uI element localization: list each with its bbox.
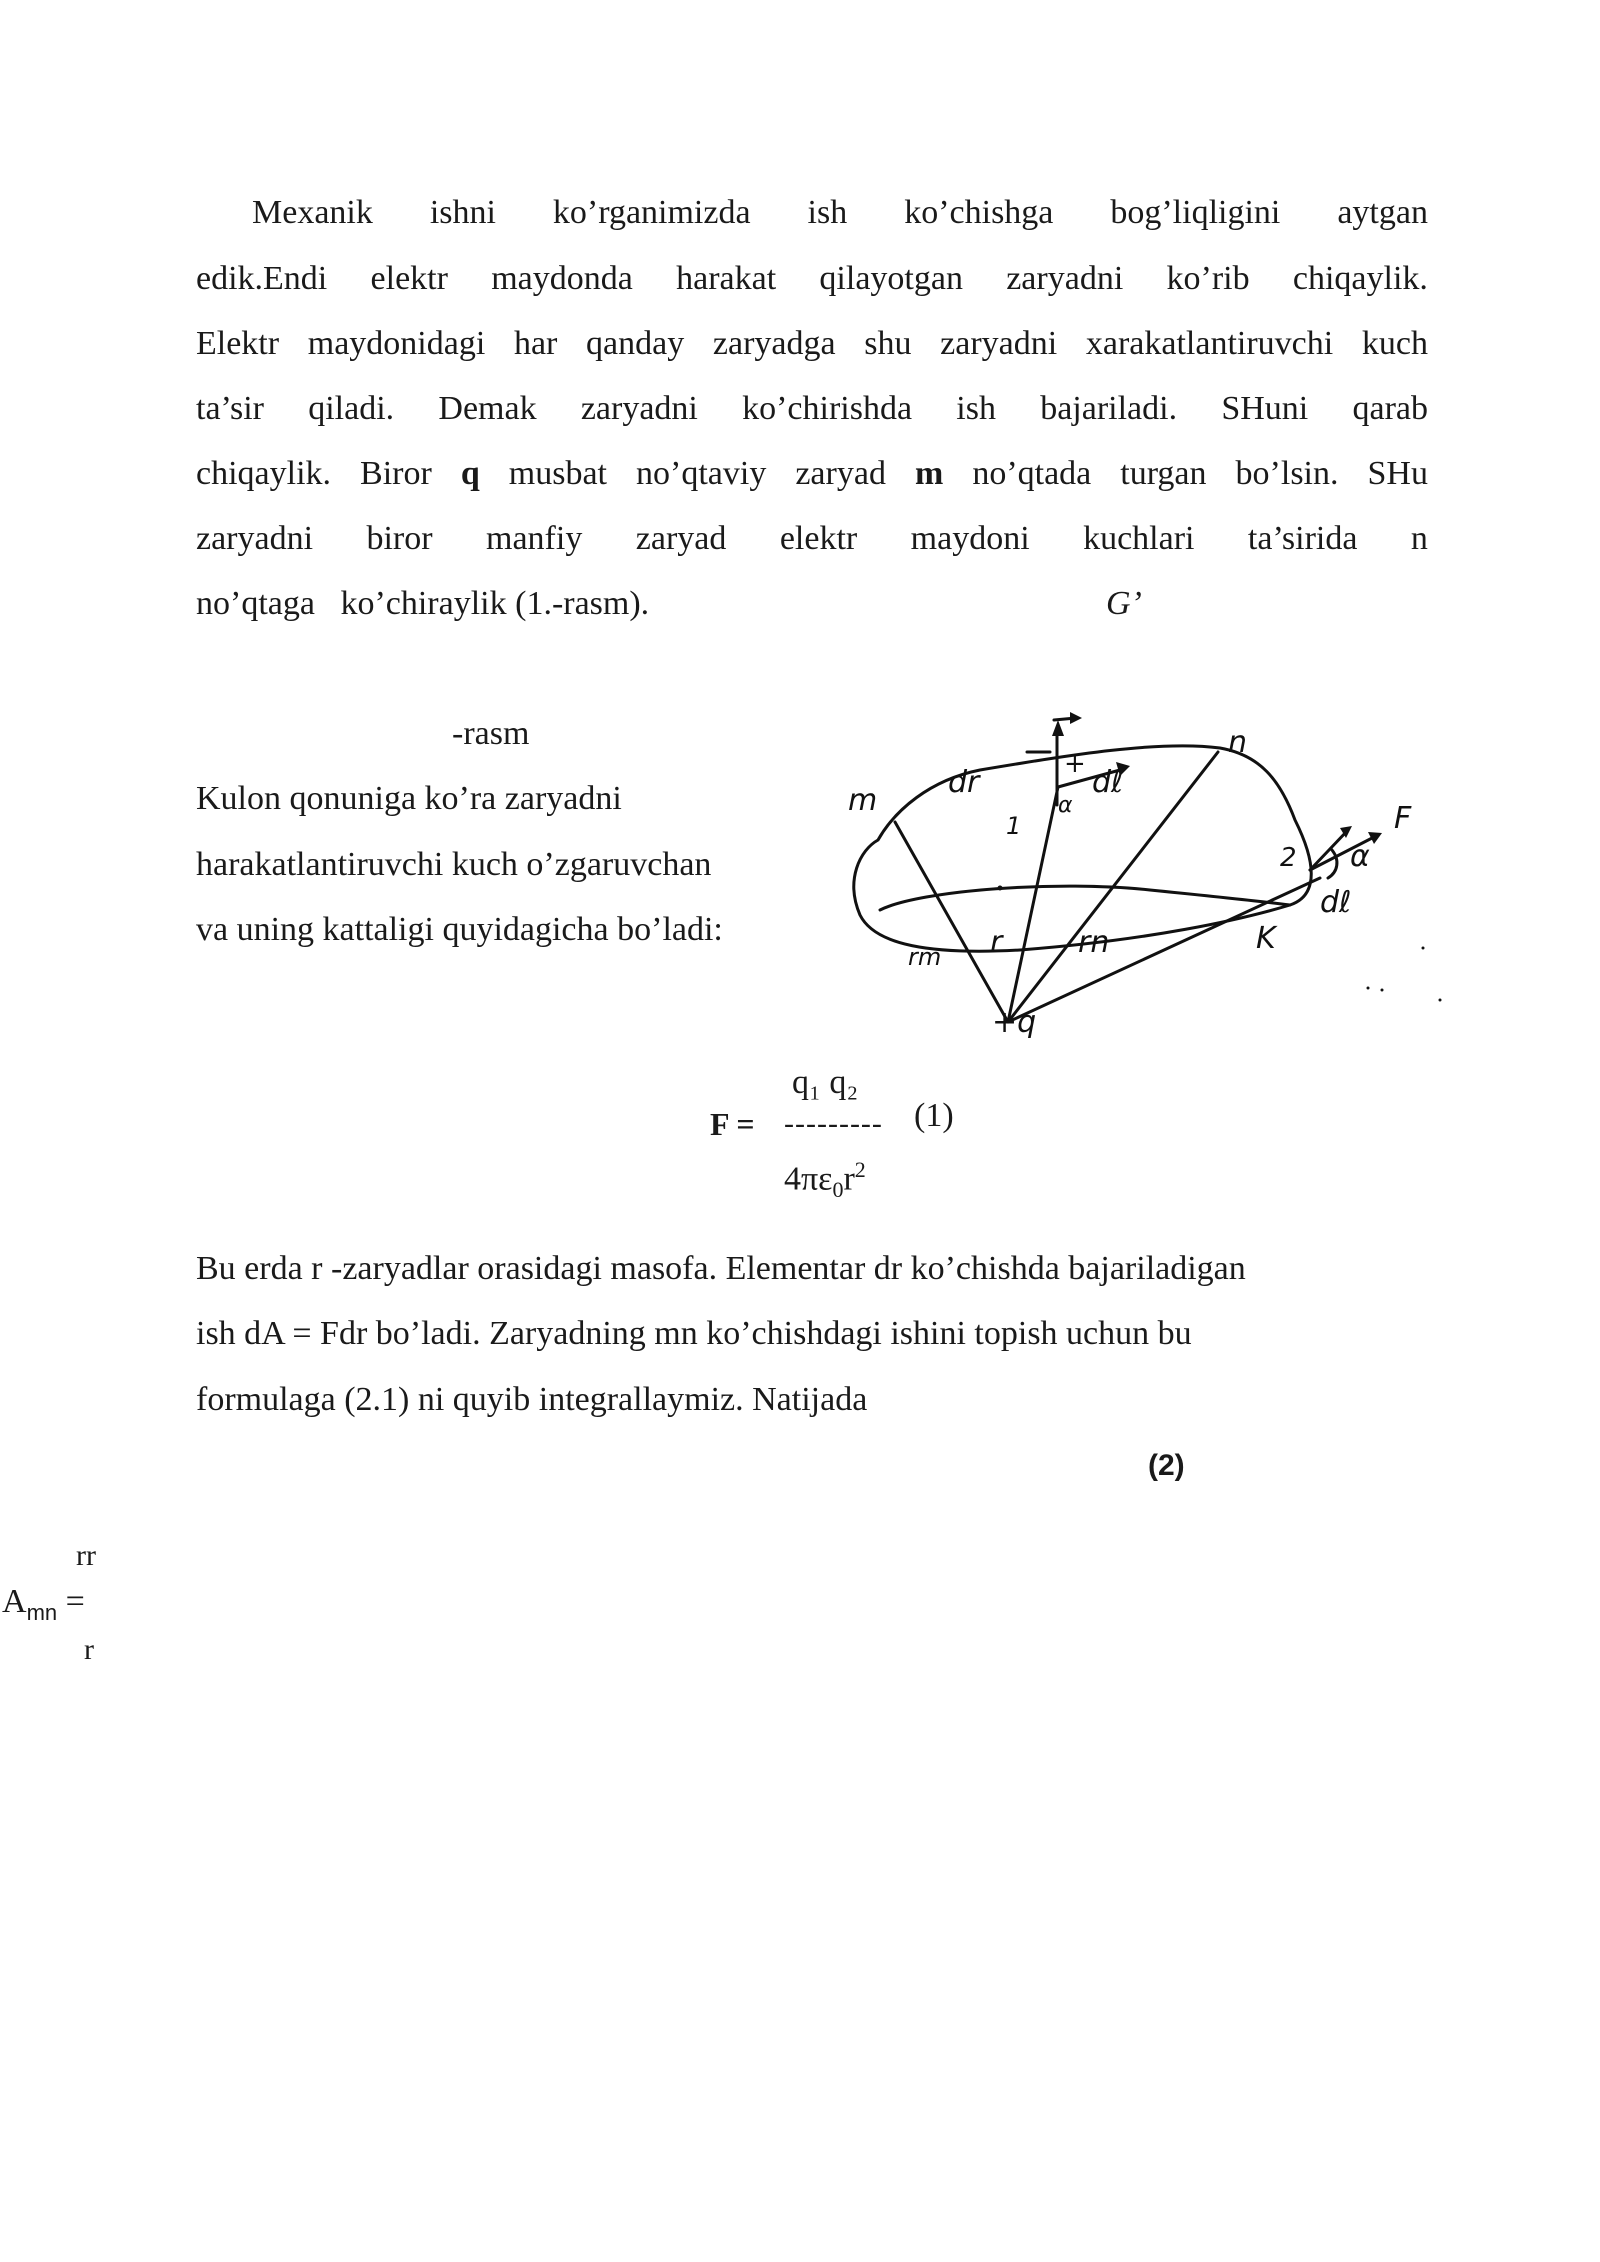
formula-1-lhs: F = <box>710 1106 755 1142</box>
word: zaryadni <box>580 390 698 427</box>
label-F: F <box>1394 801 1412 836</box>
denominator-sup: 2 <box>854 1157 866 1182</box>
word: ta’sirida <box>1247 520 1358 557</box>
word: qilayotgan <box>819 260 963 297</box>
paragraph-2-line: ish dA = Fdr bo’ladi. Zaryadning mn ko’chishdagi ishini topish uchun bu <box>196 1315 1192 1352</box>
side-text-line: va uning kattaligi quyidagicha bo’ladi: <box>196 911 723 948</box>
word: zaryad <box>795 455 886 492</box>
formula-1-numerator: q₁ q₂ <box>792 1064 859 1101</box>
word: turgan <box>1120 455 1207 492</box>
side-text-line: harakatlantiruvchi kuch o’zgaruvchan <box>196 846 712 883</box>
label-2: 2 <box>1280 843 1297 873</box>
word: maydonidagi <box>307 325 486 362</box>
word: zaryadga <box>712 325 836 362</box>
word: q <box>460 455 480 492</box>
word: musbat <box>508 455 607 492</box>
word: qarab <box>1352 390 1428 427</box>
denominator-sub: 0 <box>832 1177 844 1203</box>
word: SHu <box>1367 455 1428 492</box>
word: ko’chishga <box>904 194 1054 231</box>
word: no’qtada <box>972 455 1092 492</box>
label-k: K <box>1256 921 1276 956</box>
label-n: n <box>1228 725 1248 760</box>
word: har <box>513 325 558 362</box>
word: shu <box>864 325 912 362</box>
word: Mexanik <box>252 194 373 231</box>
dot <box>1381 989 1384 992</box>
word: harakat <box>676 260 777 297</box>
word: n <box>1410 520 1428 557</box>
side-text-line: Kulon qonuniga ko’ra zaryadni <box>196 780 622 817</box>
formula-1-number: (1) <box>914 1097 954 1134</box>
paragraph-2-line: formulaga (2.1) ni quyib integrallaymiz. Natijada <box>196 1381 868 1418</box>
figure-caption: -rasm <box>452 715 530 752</box>
word: zaryadni <box>940 325 1058 362</box>
word: ko’chirishda <box>742 390 913 427</box>
paragraph-line <box>196 454 1428 494</box>
word: xarakatlantiruvchi <box>1085 325 1334 362</box>
word: zaryad <box>635 520 727 557</box>
formula-2-lower-limit: r <box>84 1633 94 1666</box>
label-m: m <box>848 783 878 818</box>
label-1: 1 <box>1006 812 1022 840</box>
paragraph-line <box>196 389 1428 429</box>
word: bo’lsin. <box>1235 455 1339 492</box>
word: ko’rib <box>1166 260 1250 297</box>
word: Biror <box>360 455 432 492</box>
formula-2-upper-limit: rr <box>76 1539 96 1572</box>
dot <box>1422 947 1425 950</box>
word: edik.Endi <box>196 260 328 297</box>
label-r: r <box>990 925 1003 960</box>
formula-1-fraction-bar: --------- <box>784 1107 883 1140</box>
word: Demak <box>438 390 537 427</box>
word: zaryadni <box>196 520 314 557</box>
word: maydoni <box>910 520 1030 557</box>
paragraph-line <box>196 519 1428 559</box>
word: ko’rganimizda <box>552 194 751 231</box>
word: qanday <box>586 325 685 362</box>
dot <box>1439 999 1442 1002</box>
label-plus: + <box>1064 749 1086 779</box>
word: zaryadni <box>1006 260 1124 297</box>
label-rn: rn <box>1078 925 1110 960</box>
word: elektr <box>779 520 858 557</box>
word: ishni <box>429 194 496 231</box>
word: maydonda <box>491 260 633 297</box>
vector-rm <box>895 822 1008 1022</box>
word: qiladi. <box>308 390 395 427</box>
arrowhead <box>1052 720 1064 736</box>
word: ta’sir <box>196 390 264 427</box>
word: m <box>914 455 944 492</box>
word: ish <box>807 194 848 231</box>
label-alpha-right: α <box>1350 839 1370 874</box>
dot <box>1367 987 1370 990</box>
paragraph-line <box>196 259 1428 299</box>
label-dl-top: dℓ <box>1092 765 1124 800</box>
denominator-main: 4πε <box>784 1160 833 1198</box>
dot <box>998 886 1003 891</box>
lhs-main: A <box>2 1583 27 1620</box>
word: chiqaylik. <box>196 455 332 492</box>
label-rm: rm <box>908 943 942 971</box>
paragraph-line <box>252 193 1428 233</box>
dl-arrow-right <box>1310 830 1348 870</box>
word: chiqaylik. <box>1292 260 1428 297</box>
label-q: +q <box>992 1005 1037 1040</box>
stray-letter: G’ <box>1106 585 1142 622</box>
formula-2-lhs <box>2 1582 85 1633</box>
word: bajariladi. <box>1040 390 1178 427</box>
label-dl-right: dℓ <box>1320 885 1352 920</box>
word: Elektr <box>196 325 280 362</box>
word: elektr <box>370 260 448 297</box>
lhs-sub: mn <box>26 1599 58 1625</box>
formula-2-number: (2) <box>1148 1449 1185 1482</box>
word: biror <box>366 520 433 557</box>
word: kuchlari <box>1083 520 1195 557</box>
label-alpha-top: α <box>1058 793 1073 818</box>
word: kuch <box>1361 325 1428 362</box>
word: bog’liqligini <box>1110 194 1281 231</box>
word: SHuni <box>1221 390 1309 427</box>
word: aytgan <box>1337 194 1428 231</box>
lhs-equals: = <box>65 1583 85 1620</box>
paragraph-last-line: no’qtaga ko’chiraylik (1.-rasm). <box>196 585 650 622</box>
paragraph-line <box>196 324 1428 364</box>
alpha-arc-right <box>1328 850 1337 878</box>
paragraph-2-line: Bu erda r -zaryadlar orasidagi masofa. Elementar dr ko’chishda bajariladigan <box>196 1250 1246 1287</box>
word: ish <box>956 390 996 427</box>
word: no’qtaviy <box>636 455 767 492</box>
formula-1-denominator <box>784 1150 866 1210</box>
label-dr: dr <box>948 765 980 800</box>
arrowhead <box>1070 712 1082 724</box>
word: manfiy <box>486 520 583 557</box>
charge-path-diagram <box>820 700 1460 1040</box>
denominator-r: r <box>843 1160 855 1198</box>
